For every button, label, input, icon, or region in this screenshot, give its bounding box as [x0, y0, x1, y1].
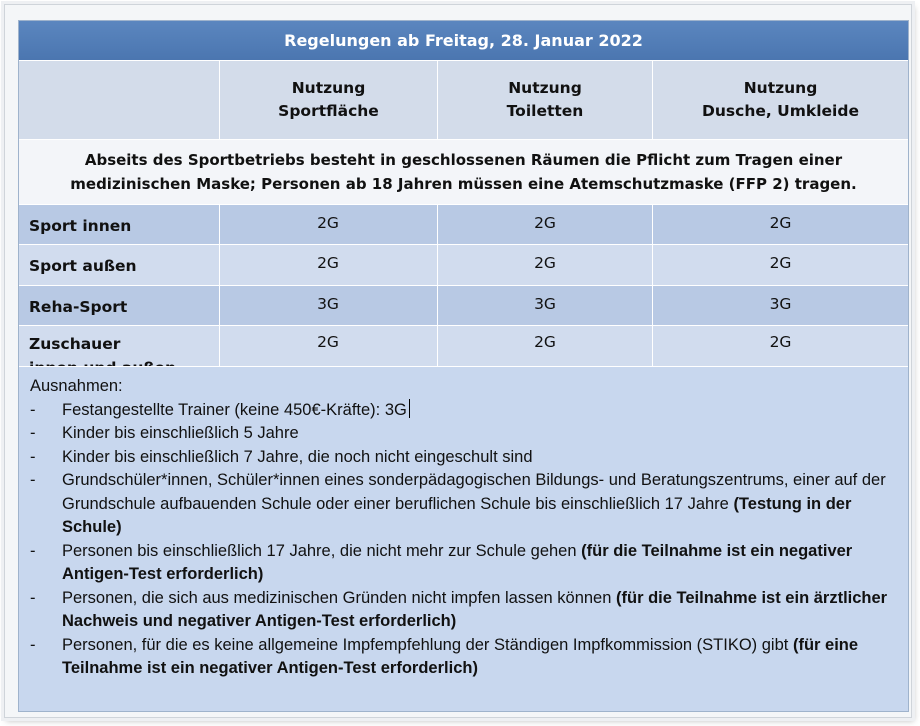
- table-row: [19, 245, 908, 285]
- cell-value: 3G: [534, 295, 556, 313]
- header-sportflaeche: [220, 61, 437, 139]
- cell-value: 3G: [317, 295, 339, 313]
- list-item: - Grundschüler*innen, Schüler*innen eines sonderpädagogischen Bildungs- und Beratungszentrums, einer auf der Grundschule aufbauenden Schule oder einer beruflichen Schule bis einschließlich 17 Jahre (Testung in der Schule): [30, 471, 886, 536]
- cell-value: 2G: [769, 333, 792, 351]
- exceptions-list: [30, 399, 898, 681]
- mask-note: Abseits des Sportbetriebs besteht in geschlossenen Räumen die Pflicht zum Tragen einer medizinischen Maske; Personen ab 18 Jahren müssen eine Atemschutzmaske (FFP 2) tragen.: [19, 140, 908, 204]
- text-cursor: [409, 399, 410, 418]
- list-item: - Kinder bis einschließlich 7 Jahre, die noch nicht eingeschult sind: [30, 446, 898, 470]
- cell-value: 2G: [534, 333, 556, 351]
- grid-divider: [19, 139, 908, 140]
- cell-value: 2G: [317, 333, 339, 351]
- grid-divider: [437, 61, 438, 140]
- list-item: - Personen, für die es keine allgemeine Impfempfehlung der Ständigen Impfkommission (STIKO) gibt (für eine Teilnahme ist ein negativer Antigen-Test erforderlich): [30, 635, 859, 677]
- table-row: [19, 205, 908, 244]
- header-toiletten: [438, 61, 652, 139]
- table-row: [19, 326, 908, 366]
- grid-divider: [19, 244, 908, 245]
- cell-value: 2G: [534, 254, 556, 272]
- row-label: Sport außen: [29, 257, 137, 275]
- cell-value: 2G: [769, 254, 792, 272]
- cell-value: 2G: [317, 254, 339, 272]
- document-frame: [4, 4, 912, 718]
- cell-value: 3G: [769, 295, 792, 313]
- grid-divider: [19, 285, 908, 286]
- header-line2: Dusche, Umkleide: [702, 102, 859, 120]
- grid-divider: [19, 325, 908, 326]
- cell-value: 2G: [534, 214, 556, 232]
- list-item: - Festangestellte Trainer (keine 450€-Kräfte): 3G: [30, 399, 898, 423]
- list-dash: -: [30, 471, 36, 489]
- header-empty-cell: [19, 61, 219, 139]
- header-line1: Nutzung: [743, 79, 818, 97]
- table-row: [19, 286, 908, 325]
- row-label: Zuschauer: [29, 335, 121, 353]
- list-item: - Personen bis einschließlich 17 Jahre, die nicht mehr zur Schule gehen (für die Teilnahme ist ein negativer Antigen-Test erforderlich): [30, 541, 853, 583]
- list-dash: -: [30, 400, 36, 419]
- header-line2: Sportfläche: [278, 102, 379, 120]
- table-title: Regelungen ab Freitag, 28. Januar 2022: [19, 21, 908, 61]
- grid-divider: [219, 61, 220, 140]
- cell-value: 2G: [317, 214, 339, 232]
- row-label: Sport innen: [29, 217, 132, 235]
- list-item: - Kinder bis einschließlich 5 Jahre: [30, 422, 898, 446]
- header-line2: Toiletten: [506, 102, 584, 120]
- list-dash: -: [30, 424, 36, 442]
- list-dash: -: [30, 588, 36, 607]
- cell-value: 2G: [769, 214, 792, 232]
- regulations-table: [18, 20, 909, 712]
- grid-divider: [652, 61, 653, 140]
- list-item: - Personen, die sich aus medizinischen Gründen nicht impfen lassen können (für die Teilnahme ist ein ärztlicher Nachweis und negativer Antigen-Test erforderlich): [30, 588, 888, 630]
- row-label: Reha-Sport: [29, 298, 128, 316]
- exceptions-title: Ausnahmen:: [30, 377, 123, 395]
- header-line1: Nutzung: [291, 79, 366, 97]
- list-dash: -: [30, 541, 36, 560]
- header-line1: Nutzung: [508, 79, 582, 97]
- exceptions-section[interactable]: [19, 367, 908, 711]
- list-dash: -: [30, 447, 36, 466]
- header-dusche-umkleide: [653, 61, 908, 139]
- grid-divider: [19, 204, 908, 205]
- list-dash: -: [30, 635, 36, 654]
